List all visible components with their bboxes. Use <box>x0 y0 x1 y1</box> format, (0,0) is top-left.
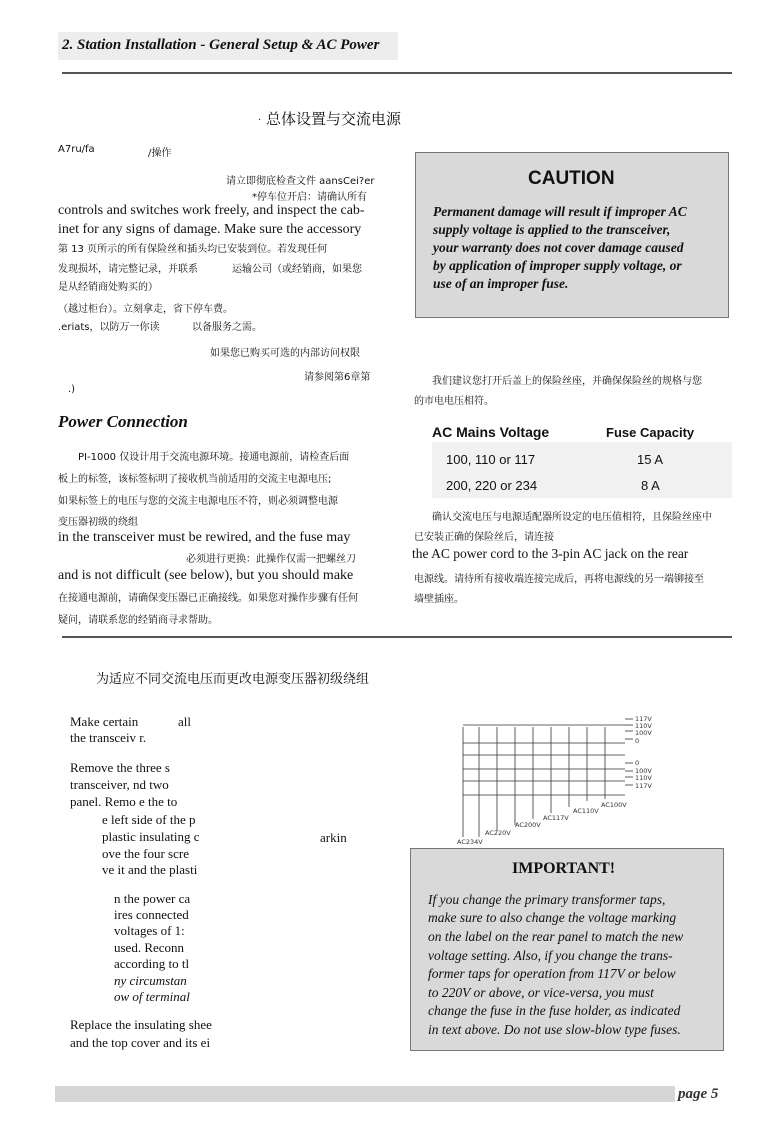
text-line: 确认交流电压与电源适配器所设定的电压值相符，且保险丝座中 <box>432 512 712 523</box>
page-number: page 5 <box>678 1086 719 1102</box>
page-title-cn: 总体设置与交流电源 <box>266 110 402 128</box>
text-fragment: ow of terminal <box>114 989 190 1004</box>
important-line: former taps for operation from 117V or below <box>428 966 676 981</box>
text-line: 是从经销商处购买的） <box>58 282 158 293</box>
text-line: 板上的标签，该标签标明了接收机当前适用的交流主电源电压; <box>58 474 332 485</box>
text-line: 电源线。请待所有接收端连接完成后，再将电源线的另一端铆接至 <box>414 574 704 585</box>
text-fragment: e left side of the p <box>102 812 196 827</box>
tap-label: 0 <box>635 759 640 767</box>
caution-line: use of an improper fuse. <box>433 276 569 291</box>
fuse-capacity-cell: 8 A <box>641 478 660 493</box>
caution-line: by application of improper supply voltage, or <box>433 258 682 273</box>
text-line: the AC power cord to the 3-pin AC jack on the rear <box>412 546 689 561</box>
text-fragment: n the power ca <box>114 891 191 906</box>
caution-title: CAUTION <box>528 168 615 189</box>
text-line: and is not difficult (see below), but you should make <box>58 568 354 583</box>
tap-label: 117V <box>635 782 652 790</box>
text-line: .eriats，以防万一你读 <box>58 322 160 333</box>
text-line: *停车位开启：请确认所有 <box>252 192 367 203</box>
text-line: PI-1000 仅设计用于交流电源环境。接通电源前，请检查后面 <box>78 452 350 463</box>
important-line: on the label on the rear panel to match the new <box>428 929 684 944</box>
tap-label: 100V <box>635 729 652 737</box>
text-fragment: panel. Remo e the to <box>70 794 178 809</box>
important-line: If you change the primary transformer taps, <box>428 892 666 907</box>
tap-label: 100V <box>635 767 652 775</box>
text-fragment: all <box>178 714 191 729</box>
text-fragment: used. Reconn <box>114 940 185 955</box>
important-line: make sure to also change the voltage marking <box>428 910 677 925</box>
text-fragment: Make certain <box>70 714 139 729</box>
text-line: 如果标签上的电压与您的交流主电源电压不符，则必须调整电源 <box>58 496 338 507</box>
fuse-capacity-cell: 15 A <box>637 452 664 467</box>
text-line: .) <box>68 384 76 395</box>
tap-label: AC110V <box>573 807 599 815</box>
text-line: inet for any signs of damage. Make sure the accessory <box>58 222 362 237</box>
text-fragment: arkin <box>320 830 347 845</box>
text-line: 请参阅第6章第 <box>304 372 371 383</box>
important-line: in text above. Do not use slow-blow type fuses. <box>428 1022 681 1037</box>
text-line: 第 13 页所示的所有保险丝和插头均已安装到位。若发现任何 <box>58 244 328 255</box>
text-line: （越过柜台）。立刻拿走，省下停车费。 <box>58 304 233 315</box>
tap-label: 0 <box>635 737 640 745</box>
caution-line: supply voltage is applied to the transceiver, <box>433 222 671 237</box>
text-fragment: ve it and the plasti <box>102 862 198 877</box>
text-fragment: ny circumstan <box>114 973 187 988</box>
header-rule <box>62 72 732 74</box>
fuse-col-capacity-header: Fuse Capacity <box>606 425 695 440</box>
fuse-voltage-cell: 200, 220 or 234 <box>446 478 538 493</box>
section-rule <box>62 636 732 638</box>
text-line: 的市电电压相符。 <box>414 396 494 407</box>
transformer-wiring-diagram <box>455 713 677 847</box>
caution-line: your warranty does not cover damage caused <box>433 240 684 255</box>
text-fragment: the transceiv r. <box>70 730 147 745</box>
text-line: 变压器初级的绕组 <box>58 517 138 528</box>
label-b: /操作 <box>148 148 172 159</box>
text-fragment: Replace the insulating shee <box>70 1017 212 1032</box>
text-fragment: according to tl <box>114 956 190 971</box>
text-line: 必须进行更换：此操作仅需一把螺丝刀 <box>186 554 356 565</box>
tap-label: AC234V <box>457 838 483 846</box>
tap-label: 117V <box>635 715 652 723</box>
fuse-col-voltage-header: AC Mains Voltage <box>432 424 550 440</box>
tap-label: AC200V <box>515 821 541 829</box>
text-fragment: Remove the three s <box>70 760 170 775</box>
tap-label: 110V <box>635 722 652 730</box>
text-line: 在接通电源前，请确保变压器已正确接线。如果您对操作步骤有任何 <box>58 593 358 604</box>
title-prefix: . <box>258 112 262 123</box>
text-line: 发现损坏，请完整记录，并联系 <box>58 264 198 275</box>
text-fragment: and the top cover and its ei <box>70 1035 211 1050</box>
text-fragment: voltages of 1: <box>114 923 185 938</box>
fuse-voltage-cell: 100, 110 or 117 <box>446 452 536 467</box>
section2-heading-cn: 为适应不同交流电压而更改电源变压器初级绕组 <box>96 672 370 687</box>
power-connection-heading: Power Connection <box>58 412 188 431</box>
tap-label: 110V <box>635 774 652 782</box>
text-fragment: plastic insulating c <box>102 829 200 844</box>
text-line: 以备服务之需。 <box>192 322 262 333</box>
text-line: in the transceiver must be rewired, and the fuse may <box>58 530 351 545</box>
text-line: 我们建议您打开后盖上的保险丝座，并确保保险丝的规格与您 <box>432 376 702 387</box>
text-fragment: transceiver, nd two <box>70 777 169 792</box>
tap-label: AC100V <box>601 801 627 809</box>
text-line: 运输公司（或经销商，如果您 <box>232 264 362 275</box>
text-fragment: ires connected <box>114 907 189 922</box>
footer-band <box>55 1086 675 1102</box>
text-line: 疑问，请联系您的经销商寻求帮助。 <box>58 615 218 626</box>
text-fragment: ove the four scre <box>102 846 189 861</box>
caution-line: Permanent damage will result if improper AC <box>433 204 687 219</box>
important-line: change the fuse in the fuse holder, as indicated <box>428 1003 681 1018</box>
text-line: 请立即彻底检查文件 aansCei?er <box>226 176 375 187</box>
tap-label: AC220V <box>485 829 511 837</box>
tap-label: AC117V <box>543 814 569 822</box>
important-title: IMPORTANT! <box>512 860 616 877</box>
text-line: 已安装正确的保险丝后，请连接 <box>414 532 554 543</box>
text-line: 如果您已购买可选的内部访问权限 <box>210 348 360 359</box>
important-line: to 220V or above, or vice-versa, you must <box>428 985 654 1000</box>
section-title: 2. Station Installation - General Setup & AC Power <box>62 37 380 53</box>
label-a: A7ru/fa <box>58 144 95 155</box>
important-line: voltage setting. Also, if you change the trans- <box>428 948 673 963</box>
text-line: 墙壁插座。 <box>414 594 464 605</box>
text-line: controls and switches work freely, and inspect the cab- <box>58 203 365 218</box>
